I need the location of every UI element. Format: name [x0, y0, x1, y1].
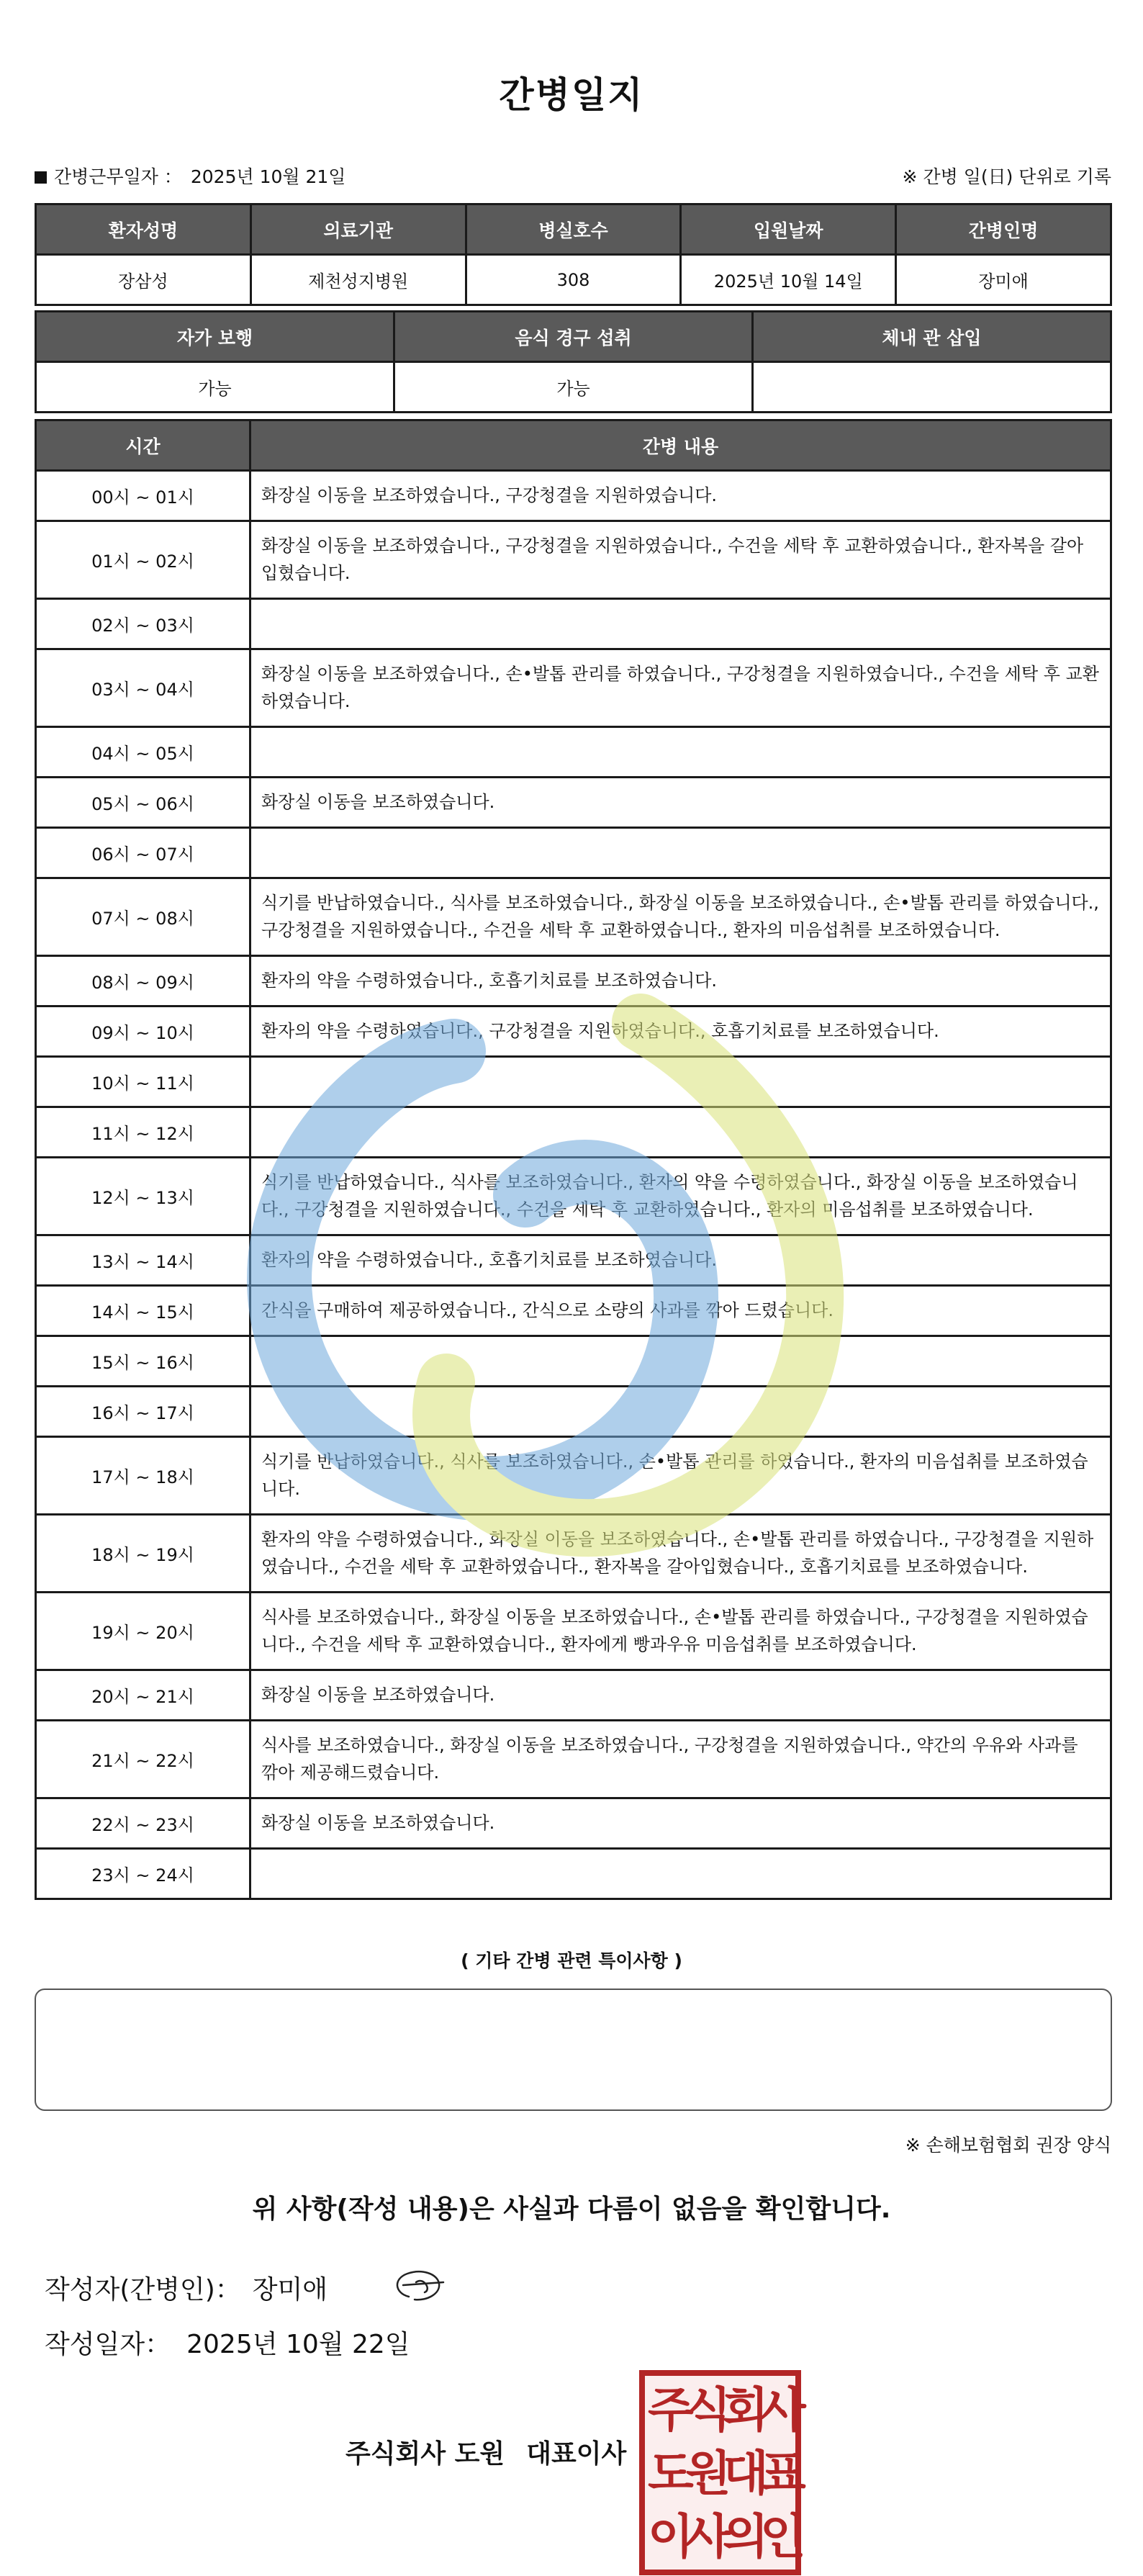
header-time: 시간 — [36, 420, 250, 471]
header-caregiver: 간병인명 — [896, 204, 1111, 255]
unit-note: ※ 간병 일(日) 단위로 기록 — [902, 166, 1111, 187]
care-content: 화장실 이동을 보조하였습니다. — [250, 778, 1111, 828]
table-row — [36, 1387, 1111, 1437]
care-content: 식기를 반납하였습니다., 식사를 보조하였습니다., 환자의 약을 수령하였습니다., 화장실 이동을 보조하였습니다., 구강청결을 지원하였습니다., 수건을 세탁 후 교환하였습니다., 환자의 미음섭취를 보조하였습니다. — [250, 1158, 1111, 1235]
care-content — [250, 1057, 1111, 1107]
company-representative: 대표이사 — [526, 2439, 627, 2469]
table-row — [36, 1158, 1111, 1235]
care-content — [250, 599, 1111, 649]
seal-character: 의 — [723, 2508, 769, 2564]
time-slot: 16시 ~ 17시 — [36, 1387, 250, 1437]
table-row — [36, 471, 1111, 521]
work-date-label: 간병근무일자 ： — [54, 166, 182, 187]
care-content: 환자의 약을 수령하였습니다., 화장실 이동을 보조하였습니다., 손•발톱 관리를 하였습니다., 구강청결을 지원하였습니다., 수건을 세탁 후 교환하였습니다., 환자복을 갈아입혔습니다., 호흡기치료를 보조하였습니다. — [250, 1515, 1111, 1593]
time-slot: 21시 ~ 22시 — [36, 1721, 250, 1798]
care-content: 식기를 반납하였습니다., 식사를 보조하였습니다., 화장실 이동을 보조하였습니다., 손•발톱 관리를 하였습니다., 구강청결을 지원하였습니다., 수건을 세탁 후 교환하였습니다., 환자의 미음섭취를 보조하였습니다. — [250, 878, 1111, 956]
company-seal — [639, 2370, 806, 2575]
table-row — [36, 1336, 1111, 1387]
time-slot: 18시 ~ 19시 — [36, 1515, 250, 1593]
seal-character: 사 — [760, 2382, 806, 2438]
table-row — [36, 649, 1111, 727]
signature-mark — [387, 2261, 452, 2311]
header-admission-date: 입원날짜 — [681, 204, 896, 255]
time-slot: 13시 ~ 14시 — [36, 1235, 250, 1286]
time-slot: 19시 ~ 20시 — [36, 1593, 250, 1670]
table-row — [36, 1107, 1111, 1158]
time-slot: 17시 ~ 18시 — [36, 1437, 250, 1515]
time-slot: 06시 ~ 07시 — [36, 828, 250, 878]
care-content — [250, 1387, 1111, 1437]
care-content: 환자의 약을 수령하였습니다., 호흡기치료를 보조하였습니다. — [250, 1235, 1111, 1286]
time-slot: 23시 ~ 24시 — [36, 1849, 250, 1899]
table-row — [36, 1437, 1111, 1515]
time-slot: 08시 ~ 09시 — [36, 956, 250, 1006]
table-row — [36, 1057, 1111, 1107]
care-content: 화장실 이동을 보조하였습니다., 손•발톱 관리를 하였습니다., 구강청결을 지원하였습니다., 수건을 세탁 후 교환하였습니다. — [250, 649, 1111, 727]
header-hospital: 의료기관 — [250, 204, 466, 255]
table-row — [36, 1798, 1111, 1849]
table-row — [36, 1006, 1111, 1057]
author-label: 작성자(간병인)： — [45, 2275, 241, 2305]
table-row — [36, 1286, 1111, 1336]
seal-character: 회 — [723, 2382, 769, 2438]
square-bullet-icon — [35, 171, 47, 184]
oral-intake-value: 가능 — [394, 362, 753, 413]
time-slot: 05시 ~ 06시 — [36, 778, 250, 828]
document-title: 간병일지 — [499, 74, 644, 116]
table-row — [36, 1670, 1111, 1721]
care-content: 간식을 구매하여 제공하였습니다., 간식으로 소량의 사과를 깎아 드렸습니다. — [250, 1286, 1111, 1336]
care-content — [250, 1107, 1111, 1158]
table-row — [36, 521, 1111, 599]
tube-insertion-value — [753, 362, 1111, 413]
table-row — [36, 1721, 1111, 1798]
table-row — [36, 878, 1111, 956]
seal-character: 표 — [760, 2445, 806, 2501]
time-slot: 20시 ~ 21시 — [36, 1670, 250, 1721]
time-slot: 07시 ~ 08시 — [36, 878, 250, 956]
patient-info-table — [35, 203, 1112, 306]
work-date-value: 2025년 10월 21일 — [190, 166, 346, 187]
written-date-value: 2025년 10월 22일 — [186, 2330, 410, 2359]
table-row — [36, 1849, 1111, 1899]
care-log-table — [35, 419, 1112, 1900]
table-row — [36, 778, 1111, 828]
time-slot: 12시 ~ 13시 — [36, 1158, 250, 1235]
patient-name: 장삼성 — [36, 255, 251, 305]
care-content: 환자의 약을 수령하였습니다., 구강청결을 지원하였습니다., 호흡기치료를 보조하였습니다. — [250, 1006, 1111, 1057]
care-content — [250, 828, 1111, 878]
table-row — [36, 1235, 1111, 1286]
care-content: 식사를 보조하였습니다., 화장실 이동을 보조하였습니다., 구강청결을 지원하였습니다., 약간의 우유와 사과를 깎아 제공해드렸습니다. — [250, 1721, 1111, 1798]
table-row — [36, 727, 1111, 778]
table-row — [36, 1515, 1111, 1593]
time-slot: 02시 ~ 03시 — [36, 599, 250, 649]
company-name: 주식회사 도원 — [345, 2439, 505, 2469]
caregiver-name: 장미애 — [896, 255, 1111, 305]
time-slot: 09시 ~ 10시 — [36, 1006, 250, 1057]
time-slot: 00시 ~ 01시 — [36, 471, 250, 521]
care-content: 화장실 이동을 보조하였습니다., 구강청결을 지원하였습니다., 수건을 세탁 후 교환하였습니다., 환자복을 갈아입혔습니다. — [250, 521, 1111, 599]
header-tube-insertion: 체내 관 삽입 — [753, 312, 1111, 362]
seal-character: 인 — [760, 2508, 806, 2564]
hospital-name: 제천성지병원 — [250, 255, 466, 305]
author-line — [45, 2269, 327, 2306]
time-slot: 22시 ~ 23시 — [36, 1798, 250, 1849]
confirmation-statement: 위 사항(작성 내용)은 사실과 다름이 없음을 확인합니다. — [252, 2194, 891, 2224]
table-row — [36, 599, 1111, 649]
care-content — [250, 1336, 1111, 1387]
seal-character: 원 — [685, 2445, 731, 2501]
table-row — [36, 1593, 1111, 1670]
care-content: 화장실 이동을 보조하였습니다., 구강청결을 지원하였습니다. — [250, 471, 1111, 521]
time-slot: 03시 ~ 04시 — [36, 649, 250, 727]
written-date-label: 작성일자： — [45, 2330, 171, 2359]
seal-character: 주 — [648, 2382, 694, 2438]
care-content: 식기를 반납하였습니다., 식사를 보조하였습니다., 손•발톱 관리를 하였습니다., 환자의 미음섭취를 보조하였습니다. — [250, 1437, 1111, 1515]
company-line — [345, 2433, 626, 2470]
header-self-walking: 자가 보행 — [36, 312, 394, 362]
self-walking-value: 가능 — [36, 362, 394, 413]
time-slot: 04시 ~ 05시 — [36, 727, 250, 778]
time-slot: 11시 ~ 12시 — [36, 1107, 250, 1158]
header-room: 병실호수 — [466, 204, 681, 255]
notes-box — [35, 1989, 1112, 2111]
seal-character: 도 — [648, 2445, 694, 2501]
time-slot: 01시 ~ 02시 — [36, 521, 250, 599]
work-date-line — [35, 163, 345, 189]
room-number: 308 — [466, 255, 681, 305]
care-content — [250, 727, 1111, 778]
written-date-line — [45, 2324, 410, 2361]
seal-character: 사 — [685, 2508, 731, 2564]
seal-character: 이 — [648, 2508, 694, 2564]
care-content: 화장실 이동을 보조하였습니다. — [250, 1670, 1111, 1721]
seal-character: 대 — [723, 2445, 769, 2501]
table-row — [36, 956, 1111, 1006]
care-content: 식사를 보조하였습니다., 화장실 이동을 보조하였습니다., 손•발톱 관리를 하였습니다., 구강청결을 지원하였습니다., 수건을 세탁 후 교환하였습니다., 환자에게 빵과우유 미음섭취를 보조하였습니다. — [250, 1593, 1111, 1670]
care-content — [250, 1849, 1111, 1899]
admission-date: 2025년 10월 14일 — [681, 255, 896, 305]
header-patient-name: 환자성명 — [36, 204, 251, 255]
header-oral-intake: 음식 경구 섭취 — [394, 312, 753, 362]
table-row — [36, 828, 1111, 878]
seal-character: 식 — [685, 2382, 731, 2438]
time-slot: 10시 ~ 11시 — [36, 1057, 250, 1107]
care-content: 화장실 이동을 보조하였습니다. — [250, 1798, 1111, 1849]
care-content: 환자의 약을 수령하였습니다., 호흡기치료를 보조하였습니다. — [250, 956, 1111, 1006]
time-slot: 14시 ~ 15시 — [36, 1286, 250, 1336]
patient-status-table — [35, 310, 1112, 413]
header-care-content: 간병 내용 — [250, 420, 1111, 471]
time-slot: 15시 ~ 16시 — [36, 1336, 250, 1387]
author-name: 장미애 — [252, 2275, 328, 2305]
notes-title: ( 기타 간병 관련 특이사항 ) — [461, 1950, 682, 1971]
form-note: ※ 손해보험협회 권장 양식 — [905, 2135, 1111, 2156]
